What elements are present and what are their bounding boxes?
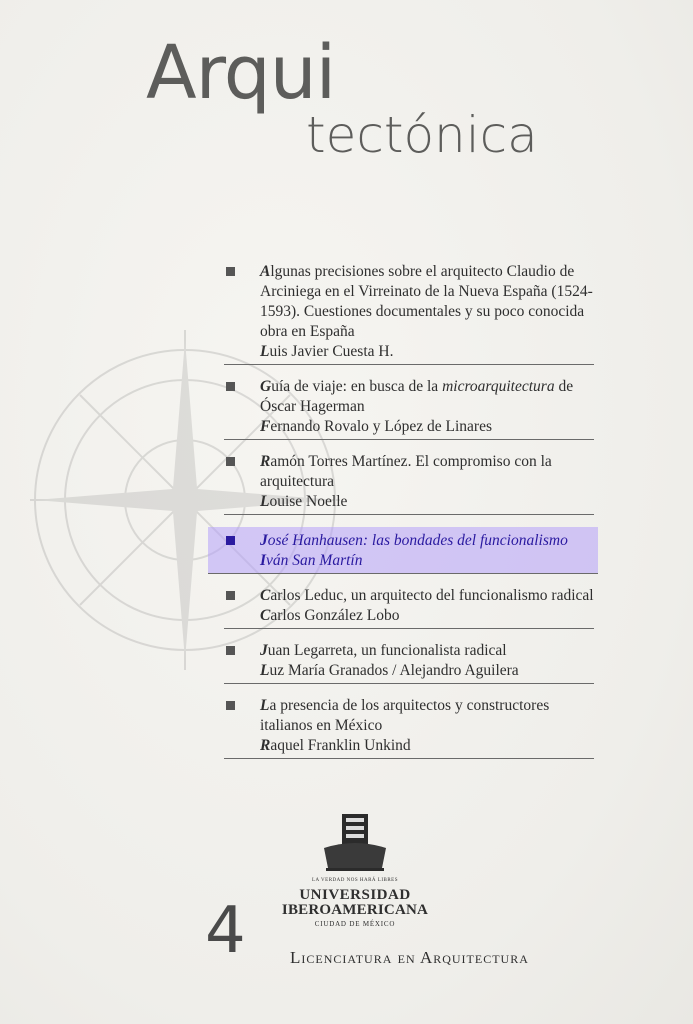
- university-crest-icon: [322, 812, 388, 872]
- entry-title: Juan Legarreta, un funcionalista radical: [260, 642, 507, 659]
- entry-title: Guía de viaje: en busca de la microarquitectura de Óscar Hagerman: [260, 378, 574, 415]
- bullet-square-icon: [226, 536, 235, 545]
- toc-entry[interactable]: [224, 377, 594, 440]
- entry-title: Algunas precisiones sobre el arquitecto Claudio de Arciniega en el Virreinato de la Nueva España (1524-1593). Cuestiones documentales y su poco conocida obra en España: [260, 263, 593, 340]
- bullet-square-icon: [226, 267, 235, 276]
- entry-author: Carlos González Lobo: [260, 607, 400, 624]
- university-logo: [280, 812, 430, 928]
- entry-author: Louise Noelle: [260, 493, 348, 510]
- entry-author: Iván San Martín: [260, 552, 363, 569]
- university-city: CIUDAD DE MÉXICO: [314, 920, 396, 928]
- toc-entry[interactable]: [224, 262, 594, 365]
- toc-entry-highlighted[interactable]: [208, 527, 598, 574]
- toc-entry[interactable]: [224, 696, 594, 759]
- toc-entry[interactable]: [224, 452, 594, 515]
- entry-title: José Hanhausen: las bondades del funcionalismo: [260, 532, 568, 549]
- bullet-square-icon: [226, 591, 235, 600]
- entry-title: Carlos Leduc, un arquitecto del funcionalismo radical: [260, 587, 594, 604]
- entry-author: Luis Javier Cuesta H.: [260, 343, 394, 360]
- university-name-line1: UNIVERSIDAD: [299, 887, 411, 903]
- toc-entry[interactable]: [224, 641, 594, 684]
- toc-entry[interactable]: [224, 586, 594, 629]
- bullet-square-icon: [226, 646, 235, 655]
- bullet-square-icon: [226, 382, 235, 391]
- entry-author: Luz María Granados / Alejandro Aguilera: [260, 662, 519, 679]
- journal-title-main: Arqui: [146, 30, 336, 116]
- entry-title: La presencia de los arquitectos y constructores italianos en México: [260, 697, 550, 734]
- journal-title-sub: tectónica: [306, 106, 538, 164]
- program-name: Licenciatura en Arquitectura: [290, 948, 529, 967]
- entry-author: Fernando Rovalo y López de Linares: [260, 418, 492, 435]
- table-of-contents: [224, 262, 594, 771]
- issue-number: 4: [205, 894, 246, 968]
- entry-author: Raquel Franklin Unkind: [260, 737, 411, 754]
- entry-title: Ramón Torres Martínez. El compromiso con la arquitectura: [260, 453, 552, 490]
- university-name-line2: IBEROAMERICANA: [281, 902, 429, 918]
- bullet-square-icon: [226, 701, 235, 710]
- bullet-square-icon: [226, 457, 235, 466]
- university-motto: LA VERDAD NOS HARÁ LIBRES: [311, 878, 399, 883]
